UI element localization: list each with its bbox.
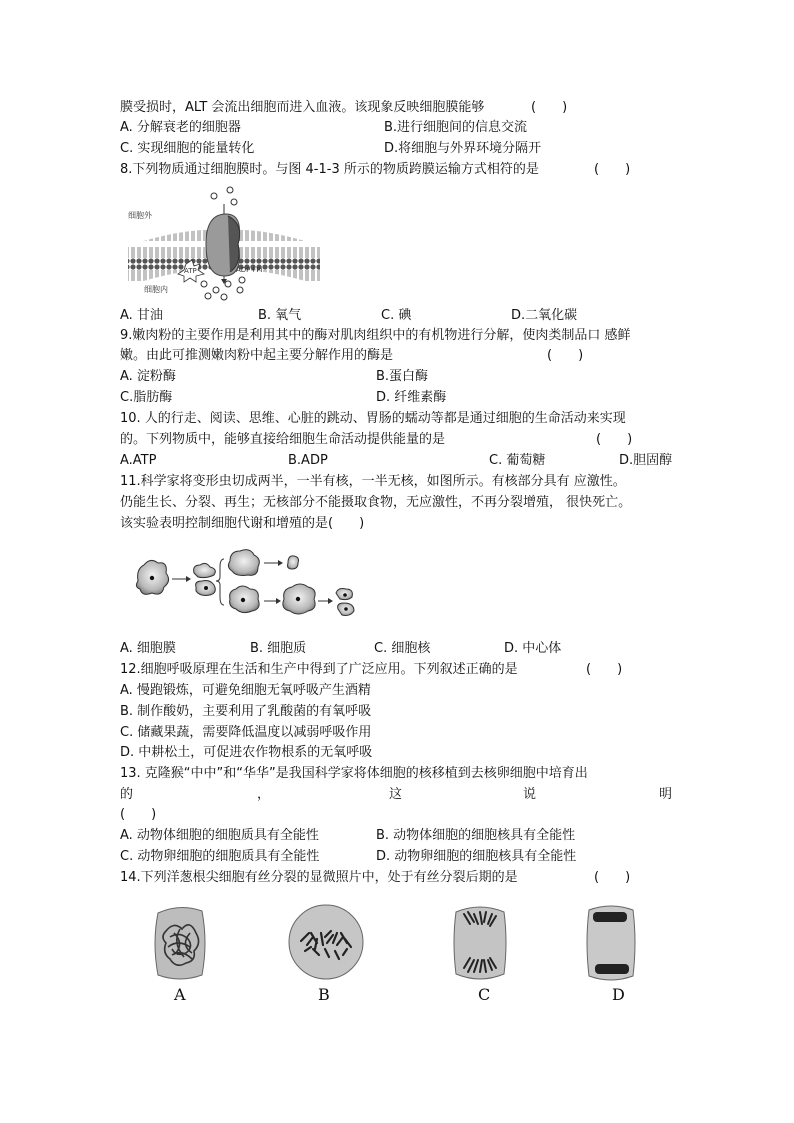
q13-option-a: A. 动物体细胞的细胞质具有全能性 xyxy=(120,828,319,843)
atp-label: ATP xyxy=(184,267,197,275)
q7-option-a: A. 分解衰老的细胞器 xyxy=(120,120,241,135)
q12-option-c: C. 储藏果蔬，需要降低温度以减弱呼吸作用 xyxy=(120,725,372,740)
branch-brace xyxy=(216,559,224,605)
q8-option-d: D.二氧化碳 xyxy=(511,308,578,323)
q11-option-a: A. 细胞膜 xyxy=(120,641,176,656)
q10-option-b: B.ADP xyxy=(288,453,328,468)
arrow-3-head xyxy=(276,598,281,604)
micrograph-d-label: D xyxy=(612,985,625,1004)
q10-stem-line2: 的。下列物质中，能够直接给细胞生命活动提供能量的是 xyxy=(120,432,446,447)
micrograph-b-label: B xyxy=(318,985,330,1004)
q11-stem-line2: 仍能生长、分裂、再生；无核部分不能摄取食物，无应激性，不再分裂增殖， 很快死亡。 xyxy=(120,495,632,510)
q9-option-a: A. 淀粉酶 xyxy=(120,369,176,384)
q12-option-b: B. 制作酸奶，主要利用了乳酸菌的有氧呼吸 xyxy=(120,704,372,719)
q13-stem-word-3: 这 xyxy=(389,787,403,802)
q13-stem-word-5: 明 xyxy=(659,787,673,802)
q10-stem-line1: 10. 人的行走、阅读、思维、心脏的跳动、胃肠的蠕动等都是通过细胞的生命活动来实现 xyxy=(120,411,626,426)
q7-option-b: B.进行细胞间的信息交流 xyxy=(384,120,528,135)
q13-option-d: D. 动物卵细胞的细胞核具有全能性 xyxy=(376,849,577,864)
q8-stem: 8.下列物质通过细胞膜时。与图 4-1-3 所示的物质跨膜运输方式相符的是 xyxy=(120,162,539,177)
cell-inside-label: 细胞内 xyxy=(144,285,168,294)
q9-option-c: C.脂肪酶 xyxy=(120,390,173,405)
q9-option-d: D. 纤维素酶 xyxy=(376,390,447,405)
q9-answer-paren: ( ) xyxy=(547,348,584,363)
q13-stem-word-2: ， xyxy=(257,787,271,802)
q10-option-d: D.胆固醇 xyxy=(619,453,673,468)
q11-stem-line3: 该实验表明控制细胞代谢和增殖的是( ) xyxy=(120,516,365,531)
q12-option-a: A. 慢跑锻炼，可避免细胞无氧呼吸产生酒精 xyxy=(120,683,371,698)
q10-option-a: A.ATP xyxy=(120,453,157,468)
amoeba-cutting-figure xyxy=(132,547,362,622)
q7-stem: 膜受损时，ALT 会流出细胞而进入血液。该现象反映细胞膜能够 xyxy=(120,100,485,115)
q11-stem-line1: 11.科学家将变形虫切成两半，一半有核，一半无核，如图所示。有核部分具有 应激性。 xyxy=(120,474,626,489)
enucleate-half xyxy=(228,550,259,576)
q12-stem: 12.细胞呼吸原理在生活和生产中得到了广泛应用。下列叙述正确的是 xyxy=(120,662,518,677)
micrograph-b xyxy=(287,903,365,981)
daughter-nucleus-bottom xyxy=(595,964,629,974)
membrane-transport-figure xyxy=(124,184,324,302)
q9-stem-line2: 嫩。由此可推测嫩肉粉中起主要分解作用的酶是 xyxy=(120,348,394,363)
cut-half-upper xyxy=(194,563,216,577)
q14-stem: 14.下列洋葱根尖细胞有丝分裂的显微照片中，处于有丝分裂后期的是 xyxy=(120,870,518,885)
micrograph-a-label: A xyxy=(174,985,186,1004)
q8-option-c: C. 碘 xyxy=(381,308,412,323)
daughter-nucleus-1 xyxy=(343,593,347,597)
adp-label: ADP+Pi xyxy=(236,266,263,274)
arrow-2-head xyxy=(278,560,283,566)
cell-outside-label: 细胞外 xyxy=(128,211,152,220)
q8-option-a: A. 甘油 xyxy=(120,308,163,323)
q14-answer-paren: ( ) xyxy=(594,870,631,885)
q13-answer-paren: ( ) xyxy=(120,807,157,822)
q7-option-d: D.将细胞与外界环境分隔开 xyxy=(384,141,542,156)
dying-fragment xyxy=(288,556,299,569)
q8-option-b: B. 氧气 xyxy=(258,308,302,323)
q9-option-b: B.蛋白酶 xyxy=(376,369,429,384)
q7-option-c: C. 实现细胞的能量转化 xyxy=(120,141,255,156)
q9-stem-line1: 9.嫩肉粉的主要作用是利用其中的酶对肌肉组织中的有机物进行分解，使肉类制品口 感鲜 xyxy=(120,328,631,343)
daughter-nucleus-2 xyxy=(344,607,348,611)
half-nucleus xyxy=(204,586,208,590)
q11-option-d: D. 中心体 xyxy=(504,641,562,656)
amoeba-nucleus xyxy=(150,576,154,580)
arrow-4-head xyxy=(328,598,333,604)
micrograph-c-label: C xyxy=(478,985,491,1004)
micrograph-c xyxy=(450,902,510,984)
micrograph-d xyxy=(583,902,639,984)
q13-stem-word-4: 说 xyxy=(523,787,537,802)
q13-stem-line1: 13. 克隆猴“中中”和“华华”是我国科学家将体细胞的核移植到去核卵细胞中培育出 xyxy=(120,766,588,781)
q13-option-c: C. 动物卵细胞的细胞质具有全能性 xyxy=(120,849,320,864)
daughter-nucleus-top xyxy=(593,912,627,922)
nucleate-half-nucleus xyxy=(241,598,245,602)
regrown-nucleus xyxy=(296,597,300,601)
q13-option-b: B. 动物体细胞的细胞核具有全能性 xyxy=(376,828,576,843)
q11-option-c: C. 细胞核 xyxy=(374,641,431,656)
q12-answer-paren: ( ) xyxy=(586,662,623,677)
micrograph-a xyxy=(150,903,210,983)
q12-option-d: D. 中耕松土，可促进农作物根系的无氧呼吸 xyxy=(120,745,373,760)
q8-answer-paren: ( ) xyxy=(594,162,631,177)
q11-option-b: B. 细胞质 xyxy=(250,641,307,656)
arrow-1-head xyxy=(186,576,191,582)
q7-answer-paren: ( ) xyxy=(531,100,568,115)
q10-answer-paren: ( ) xyxy=(596,432,633,447)
q13-stem-word-1: 的 xyxy=(120,787,134,802)
q10-option-c: C. 葡萄糖 xyxy=(489,453,546,468)
